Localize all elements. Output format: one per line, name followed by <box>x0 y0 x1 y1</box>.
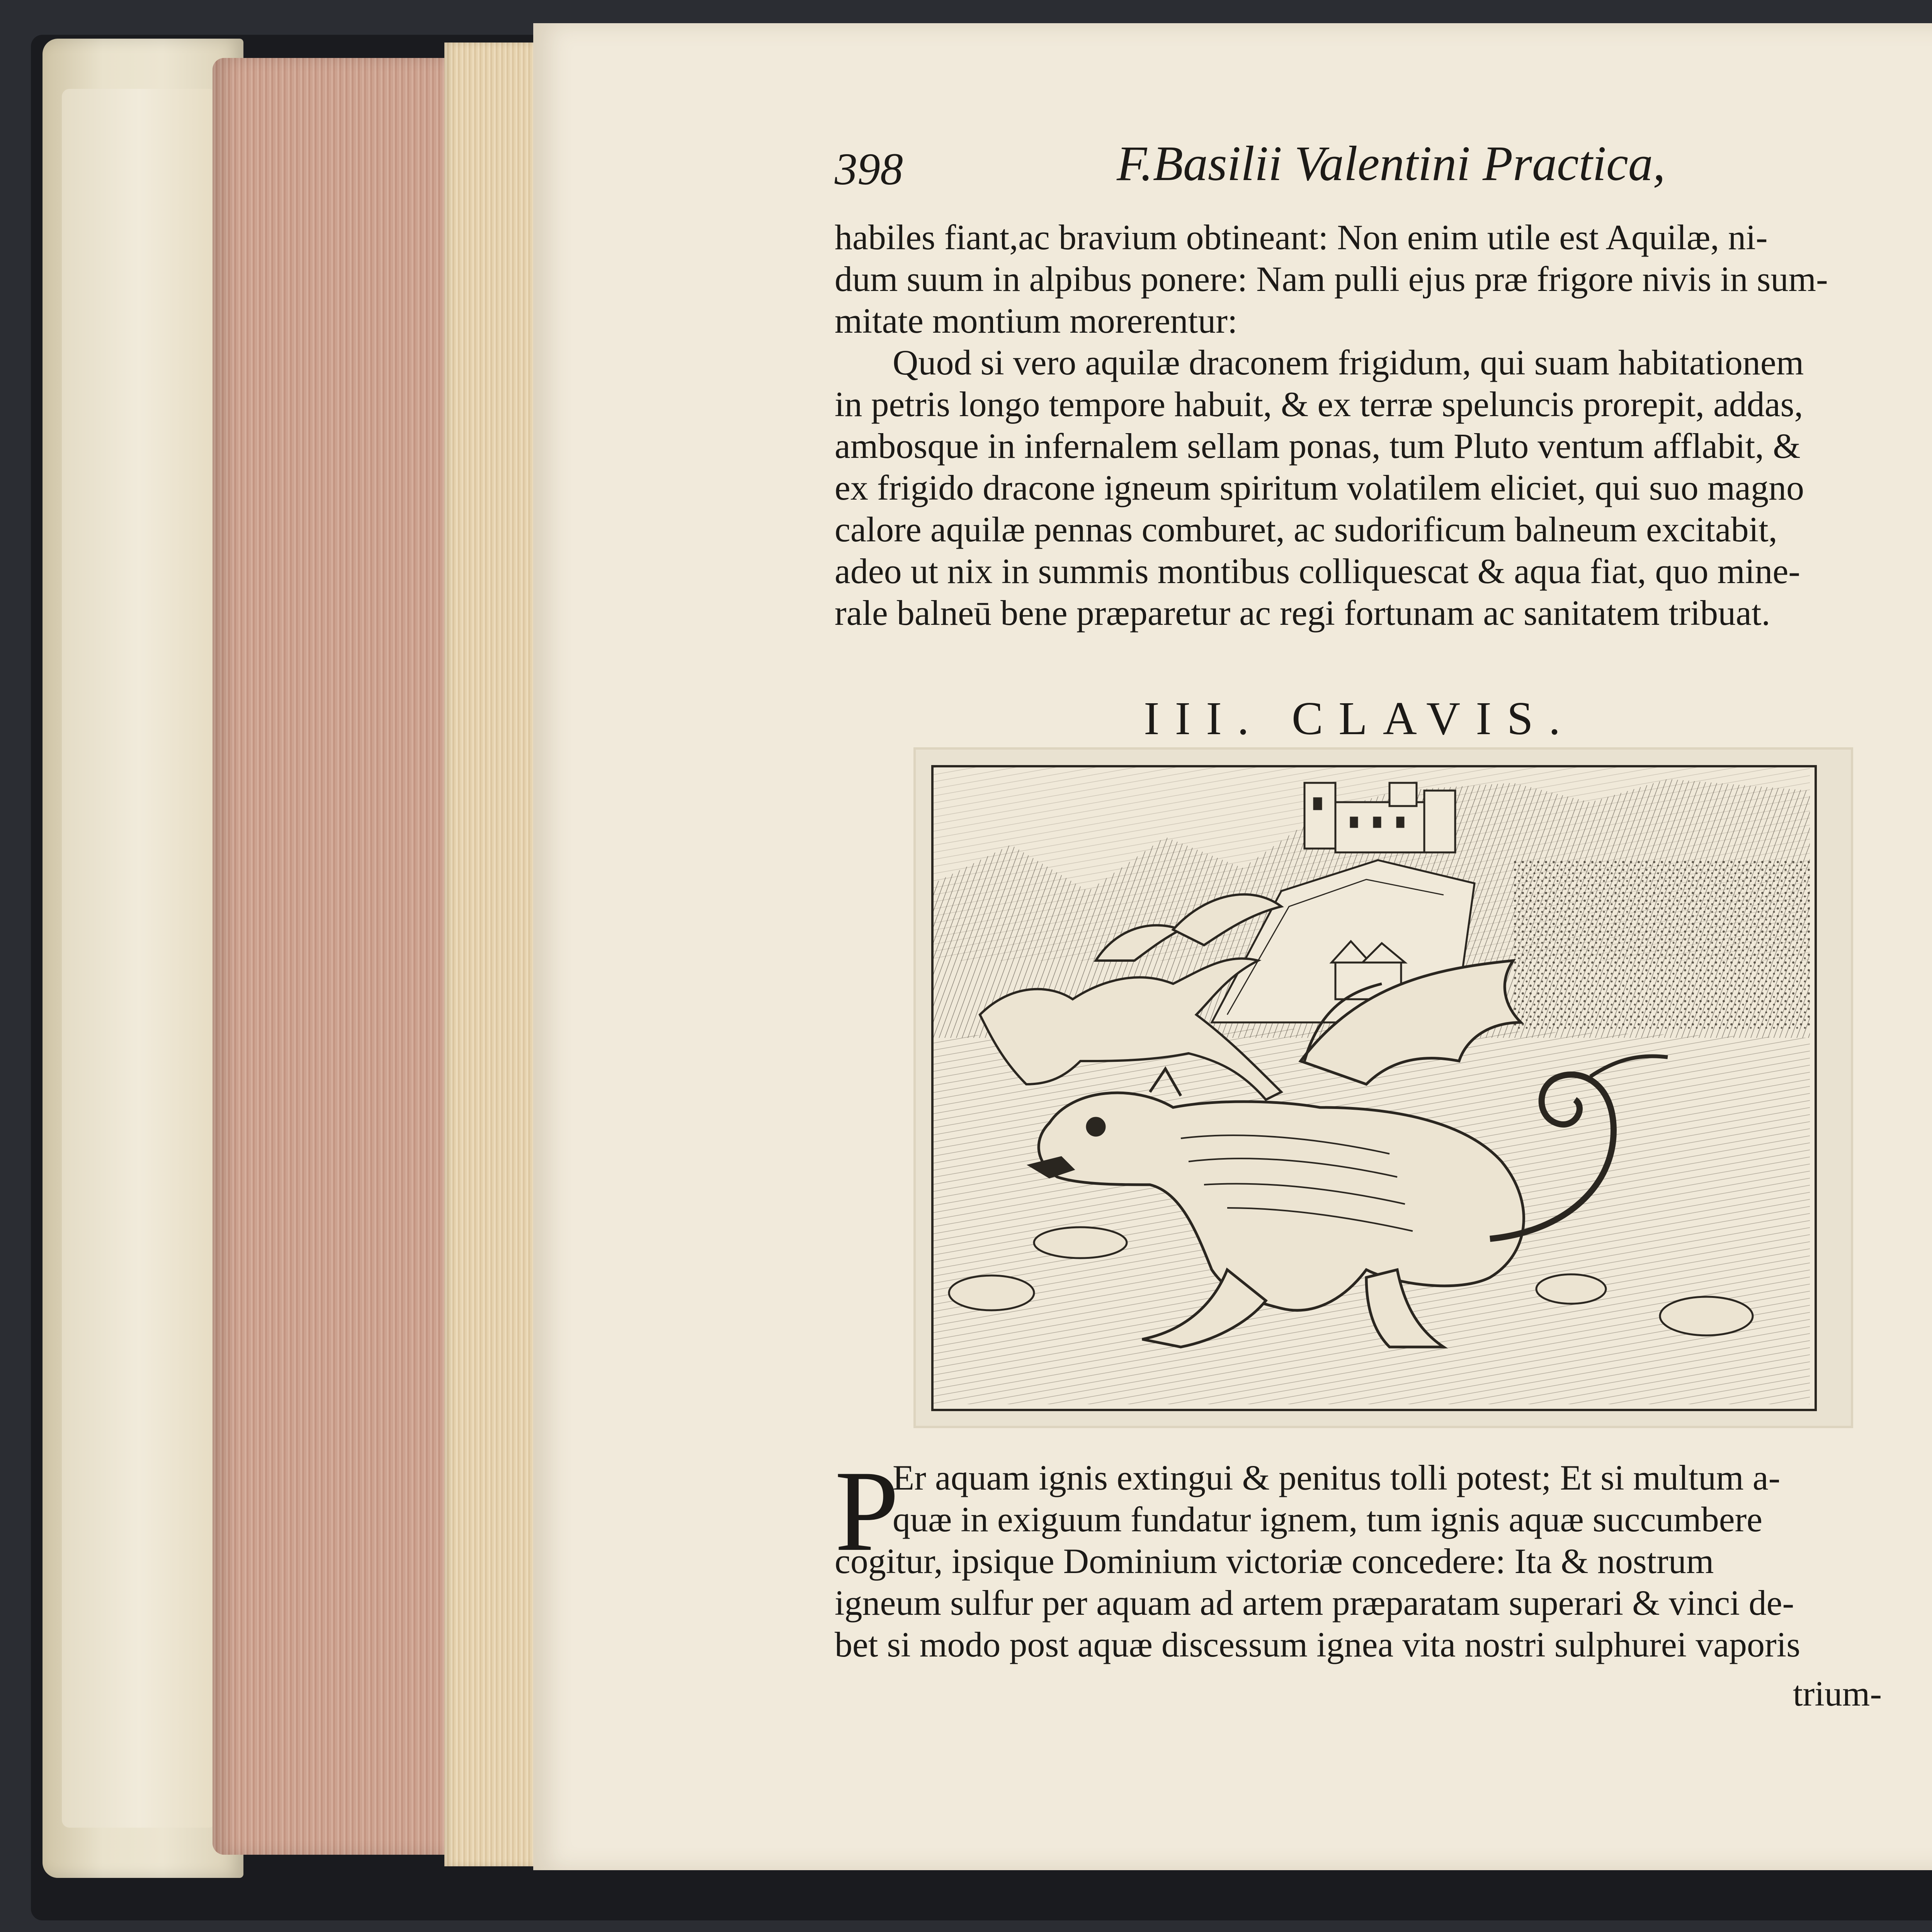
text-line: dum suum in alpibus ponere: Nam pulli ejus præ frigore nivis in sum- <box>835 259 1828 299</box>
text-line: calore aquilæ pennas comburet, ac sudorificum balneum excitabit, <box>835 510 1777 549</box>
text-line: in petris longo tempore habuit, & ex terræ speluncis prorepit, addas, <box>835 384 1803 424</box>
red-sprinkled-page-edges <box>213 58 460 1855</box>
text-line: Er aquam ignis extingui & penitus tolli potest; Et si multum a- <box>893 1458 1781 1497</box>
engraving-illustration <box>931 765 1817 1411</box>
paragraph-1 <box>835 216 1901 634</box>
page-edges <box>444 43 533 1866</box>
text-line: quæ in exiguum fundatur ignem, tum ignis aquæ succumbere <box>893 1500 1763 1539</box>
text-line: igneum sulfur per aquam ad artem præparatam superari & vinci de- <box>835 1583 1794 1622</box>
cover-pastedown <box>62 89 216 1828</box>
catchword: trium- <box>1793 1674 1882 1713</box>
text-line: Quod si vero aquilæ draconem frigidum, qui suam habitationem <box>893 343 1804 382</box>
text-line: adeo ut nix in summis montibus colliquescat & aqua fiat, quo mine- <box>835 551 1800 591</box>
section-heading: III. CLAVIS. <box>1144 692 1576 745</box>
text-line: bet si modo post aquæ discessum ignea vita nostri sulphurei vaporis <box>835 1625 1801 1664</box>
paragraph-2 <box>835 1457 1901 1665</box>
running-title: F.Basilii Valentini Practica, <box>1117 136 1665 191</box>
text-line: rale balneū bene præparetur ac regi fortunam ac sanitatem tribuat. <box>835 593 1770 633</box>
forest <box>1513 860 1810 1030</box>
drop-capital: P <box>835 1447 899 1575</box>
page-number: 398 <box>835 144 903 194</box>
text-line: ex frigido dracone igneum spiritum volatilem eliciet, qui suo magno <box>835 468 1804 507</box>
text-line: mitate montium morerentur: <box>835 301 1238 340</box>
running-head <box>835 131 1897 209</box>
text-line: cogitur, ipsique Dominium victoriæ concedere: Ita & nostrum <box>835 1541 1714 1581</box>
text-line: habiles fiant,ac bravium obtineant: Non enim utile est Aquilæ, ni- <box>835 218 1768 257</box>
text-line: ambosque in infernalem sellam ponas, tum Pluto ventum afflabit, & <box>835 426 1801 466</box>
